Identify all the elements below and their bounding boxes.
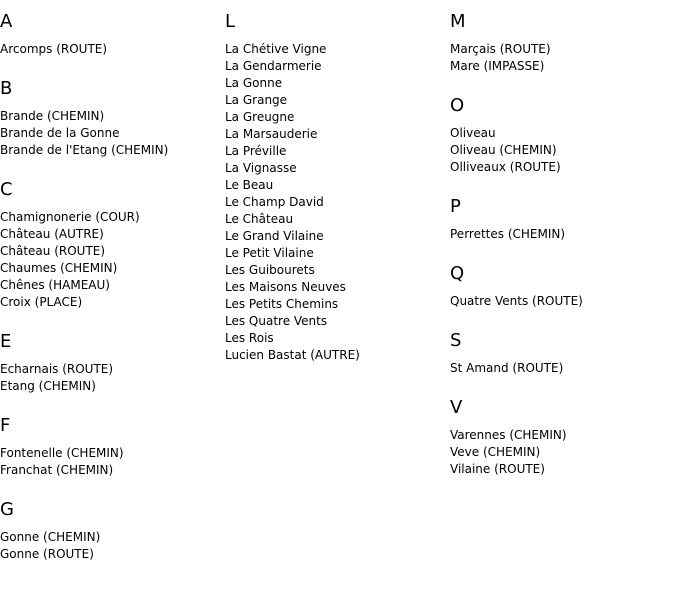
letter-section-c xyxy=(0,179,225,311)
street-link[interactable]: Veve (CHEMIN) xyxy=(450,445,541,459)
letter-section-b xyxy=(0,78,225,159)
letter-section-p xyxy=(450,196,675,243)
street-link[interactable]: Les Petits Chemins xyxy=(225,297,339,311)
street-list xyxy=(0,445,225,479)
street-link[interactable]: Lucien Bastat (AUTRE) xyxy=(225,348,360,362)
street-link[interactable]: Franchat (CHEMIN) xyxy=(0,463,114,477)
section-letter-heading: L xyxy=(225,11,236,32)
street-link[interactable]: Le Grand Vilaine xyxy=(225,229,324,243)
street-link[interactable]: La Préville xyxy=(225,144,287,158)
street-link[interactable]: Croix (PLACE) xyxy=(0,295,83,309)
street-link[interactable]: La Grange xyxy=(225,93,288,107)
street-link[interactable]: La Greugne xyxy=(225,110,295,124)
section-letter-heading: S xyxy=(450,330,462,351)
street-link[interactable]: Chaumes (CHEMIN) xyxy=(0,261,118,275)
section-letter-heading: A xyxy=(0,11,13,32)
street-link[interactable]: Olliveaux (ROUTE) xyxy=(450,160,561,174)
letter-section-g xyxy=(0,499,225,563)
street-link[interactable]: Le Petit Vilaine xyxy=(225,246,314,260)
letter-section-q xyxy=(450,263,675,310)
street-link[interactable]: Etang (CHEMIN) xyxy=(0,379,96,393)
street-link[interactable]: Arcomps (ROUTE) xyxy=(0,42,108,56)
street-link[interactable]: Les Maisons Neuves xyxy=(225,280,346,294)
street-list xyxy=(450,125,675,176)
letter-section-s xyxy=(450,330,675,377)
street-link[interactable]: Le Champ David xyxy=(225,195,324,209)
street-list xyxy=(225,41,450,364)
street-link[interactable]: La Vignasse xyxy=(225,161,297,175)
section-letter-heading: B xyxy=(0,78,13,99)
letter-section-a xyxy=(0,11,225,58)
street-link[interactable]: Les Guibourets xyxy=(225,263,315,277)
letter-section-o xyxy=(450,95,675,176)
street-link[interactable]: Perrettes (CHEMIN) xyxy=(450,227,566,241)
street-link[interactable]: Varennes (CHEMIN) xyxy=(450,428,567,442)
section-letter-heading: Q xyxy=(450,263,465,284)
section-letter-heading: E xyxy=(0,331,12,352)
street-list xyxy=(450,427,675,478)
street-link[interactable]: Les Rois xyxy=(225,331,274,345)
letter-section-e xyxy=(0,331,225,395)
letter-section-m xyxy=(450,11,675,75)
column-2 xyxy=(225,0,450,384)
street-list xyxy=(0,361,225,395)
street-link[interactable]: La Chétive Vigne xyxy=(225,42,327,56)
column-1 xyxy=(0,0,225,583)
street-link[interactable]: Oliveau (CHEMIN) xyxy=(450,143,557,157)
street-link[interactable]: La Gendarmerie xyxy=(225,59,322,73)
street-list xyxy=(0,41,225,58)
street-link[interactable]: Vilaine (ROUTE) xyxy=(450,462,545,476)
street-link[interactable]: La Marsauderie xyxy=(225,127,318,141)
letter-section-v xyxy=(450,397,675,478)
street-link[interactable]: Chamignonerie (COUR) xyxy=(0,210,140,224)
street-link[interactable]: Brande de la Gonne xyxy=(0,126,120,140)
street-list xyxy=(450,293,675,310)
street-link[interactable]: Brande de l'Etang (CHEMIN) xyxy=(0,143,169,157)
street-list xyxy=(0,529,225,563)
street-list xyxy=(450,41,675,75)
street-link[interactable]: Le Beau xyxy=(225,178,274,192)
street-link[interactable]: Fontenelle (CHEMIN) xyxy=(0,446,124,460)
column-3 xyxy=(450,0,675,498)
street-list xyxy=(450,226,675,243)
street-link[interactable]: Brande (CHEMIN) xyxy=(0,109,105,123)
street-link[interactable]: Mare (IMPASSE) xyxy=(450,59,545,73)
street-link[interactable]: Gonne (CHEMIN) xyxy=(0,530,101,544)
section-letter-heading: G xyxy=(0,499,14,520)
street-link[interactable]: Gonne (ROUTE) xyxy=(0,547,94,561)
section-letter-heading: C xyxy=(0,179,13,200)
street-link[interactable]: Les Quatre Vents xyxy=(225,314,328,328)
section-letter-heading: O xyxy=(450,95,465,116)
street-link[interactable]: La Gonne xyxy=(225,76,283,90)
street-list xyxy=(0,108,225,159)
street-link[interactable]: St Amand (ROUTE) xyxy=(450,361,564,375)
street-list xyxy=(0,209,225,311)
section-letter-heading: V xyxy=(450,397,463,418)
street-link[interactable]: Quatre Vents (ROUTE) xyxy=(450,294,583,308)
street-link[interactable]: Château (ROUTE) xyxy=(0,244,106,258)
street-list xyxy=(450,360,675,377)
street-link[interactable]: Echarnais (ROUTE) xyxy=(0,362,114,376)
section-letter-heading: P xyxy=(450,196,461,217)
letter-section-l xyxy=(225,11,450,364)
section-letter-heading: M xyxy=(450,11,466,32)
letter-section-f xyxy=(0,415,225,479)
street-link[interactable]: Château (AUTRE) xyxy=(0,227,104,241)
street-link[interactable]: Oliveau xyxy=(450,126,496,140)
street-link[interactable]: Le Château xyxy=(225,212,294,226)
section-letter-heading: F xyxy=(0,415,11,436)
street-link[interactable]: Chênes (HAMEAU) xyxy=(0,278,110,292)
street-link[interactable]: Marçais (ROUTE) xyxy=(450,42,551,56)
